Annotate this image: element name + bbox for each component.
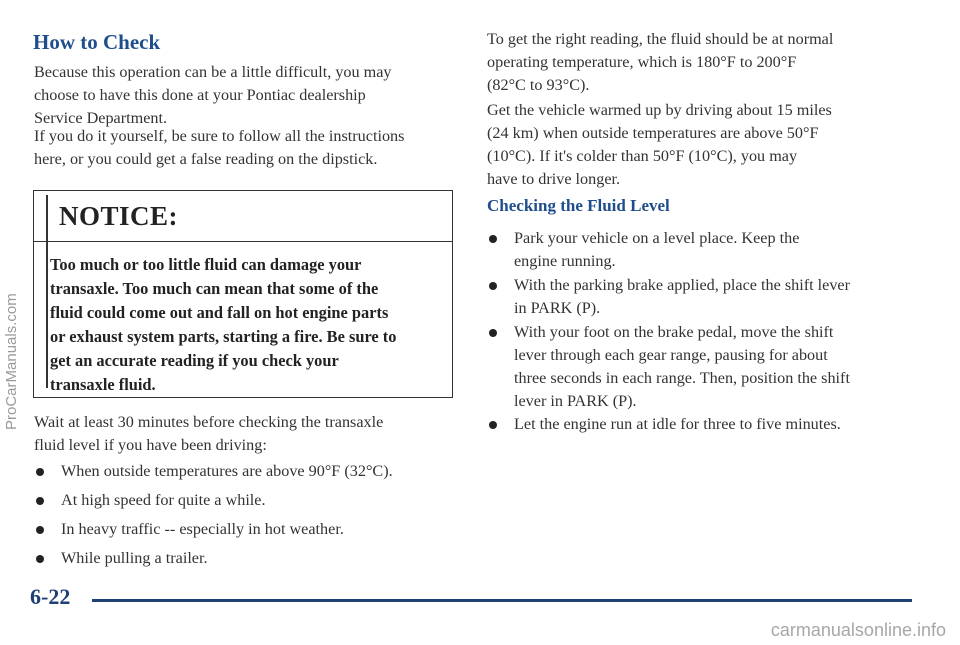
bullet-line: lever in PARK (P). <box>514 392 637 410</box>
bullet-icon <box>36 555 44 563</box>
reading-line: operating temperature, which is 180°F to 200°F <box>487 53 797 71</box>
warm-up-paragraph <box>487 99 927 191</box>
bullet-line: engine running. <box>514 252 616 270</box>
bullet-icon <box>489 235 497 243</box>
notice-line: Too much or too little fluid can damage your <box>50 255 362 274</box>
bullet-line: lever through each gear range, pausing for about <box>514 346 828 364</box>
bullet-text <box>514 321 850 413</box>
bullet-line: Let the engine run at idle for three to five minutes. <box>514 415 841 433</box>
notice-line: get an accurate reading if you check your <box>50 351 339 370</box>
bullet-text <box>514 274 850 320</box>
bullet-text: While pulling a trailer. <box>61 549 208 567</box>
notice-line: or exhaust system parts, starting a fire. Be sure to <box>50 327 397 346</box>
side-watermark: ProCarManuals.com <box>3 293 20 430</box>
bottom-watermark: carmanualsonline.info <box>770 620 946 640</box>
reading-paragraph <box>487 28 927 97</box>
notice-text <box>50 253 450 397</box>
notice-line: transaxle fluid. <box>50 375 156 394</box>
section-subheading: Checking the Fluid Level <box>487 196 670 215</box>
wait-line: fluid level if you have been driving: <box>34 436 267 454</box>
notice-box <box>33 190 453 398</box>
bullet-text: In heavy traffic -- especially in hot weather. <box>61 520 344 538</box>
bullet-text <box>514 413 841 436</box>
reading-line: To get the right reading, the fluid should be at normal <box>487 30 834 48</box>
bullet-line: With the parking brake applied, place the shift lever <box>514 276 851 294</box>
notice-line: transaxle. Too much can mean that some of the <box>50 279 379 298</box>
bullet-icon <box>489 329 497 337</box>
wait-line: Wait at least 30 minutes before checking the transaxle <box>34 413 384 431</box>
bullet-text <box>514 227 799 273</box>
warm-line: (10°C). If it's colder than 50°F (10°C), you may <box>487 147 798 165</box>
bullet-line: Park your vehicle on a level place. Keep the <box>514 229 800 247</box>
warm-line: (24 km) when outside temperatures are above 50°F <box>487 124 819 142</box>
notice-side-bar <box>46 195 48 388</box>
bullet-icon <box>489 282 497 290</box>
notice-line: fluid could come out and fall on hot engine parts <box>50 303 389 322</box>
bullet-icon <box>489 421 497 429</box>
bullet-line: in PARK (P). <box>514 299 601 317</box>
diy-line: If you do it yourself, be sure to follow all the instructions <box>34 127 405 145</box>
page-number: 6-22 <box>30 584 71 609</box>
bullet-line: three seconds in each range. Then, position the shift <box>514 369 850 387</box>
bullet-text: When outside temperatures are above 90°F (32°C). <box>61 462 393 480</box>
intro-line: Because this operation can be a little difficult, you may <box>34 63 392 81</box>
bullet-text: At high speed for quite a while. <box>61 491 266 509</box>
footer-rule <box>92 599 912 602</box>
warm-line: Get the vehicle warmed up by driving about 15 miles <box>487 101 832 119</box>
warm-line: have to drive longer. <box>487 170 621 188</box>
bullet-icon <box>36 526 44 534</box>
wait-paragraph <box>34 411 454 457</box>
bullet-icon <box>36 468 44 476</box>
bullet-line: With your foot on the brake pedal, move the shift <box>514 323 834 341</box>
do-it-yourself-paragraph <box>34 125 454 171</box>
diy-line: here, or you could get a false reading on the dipstick. <box>34 150 378 168</box>
intro-line: choose to have this done at your Pontiac dealership <box>34 86 366 104</box>
reading-line: (82°C to 93°C). <box>487 76 590 94</box>
bullet-icon <box>36 497 44 505</box>
intro-line: Service Department. <box>34 109 168 127</box>
notice-title: NOTICE: <box>59 201 179 231</box>
intro-paragraph <box>34 61 454 130</box>
page-heading: How to Check <box>33 30 161 54</box>
